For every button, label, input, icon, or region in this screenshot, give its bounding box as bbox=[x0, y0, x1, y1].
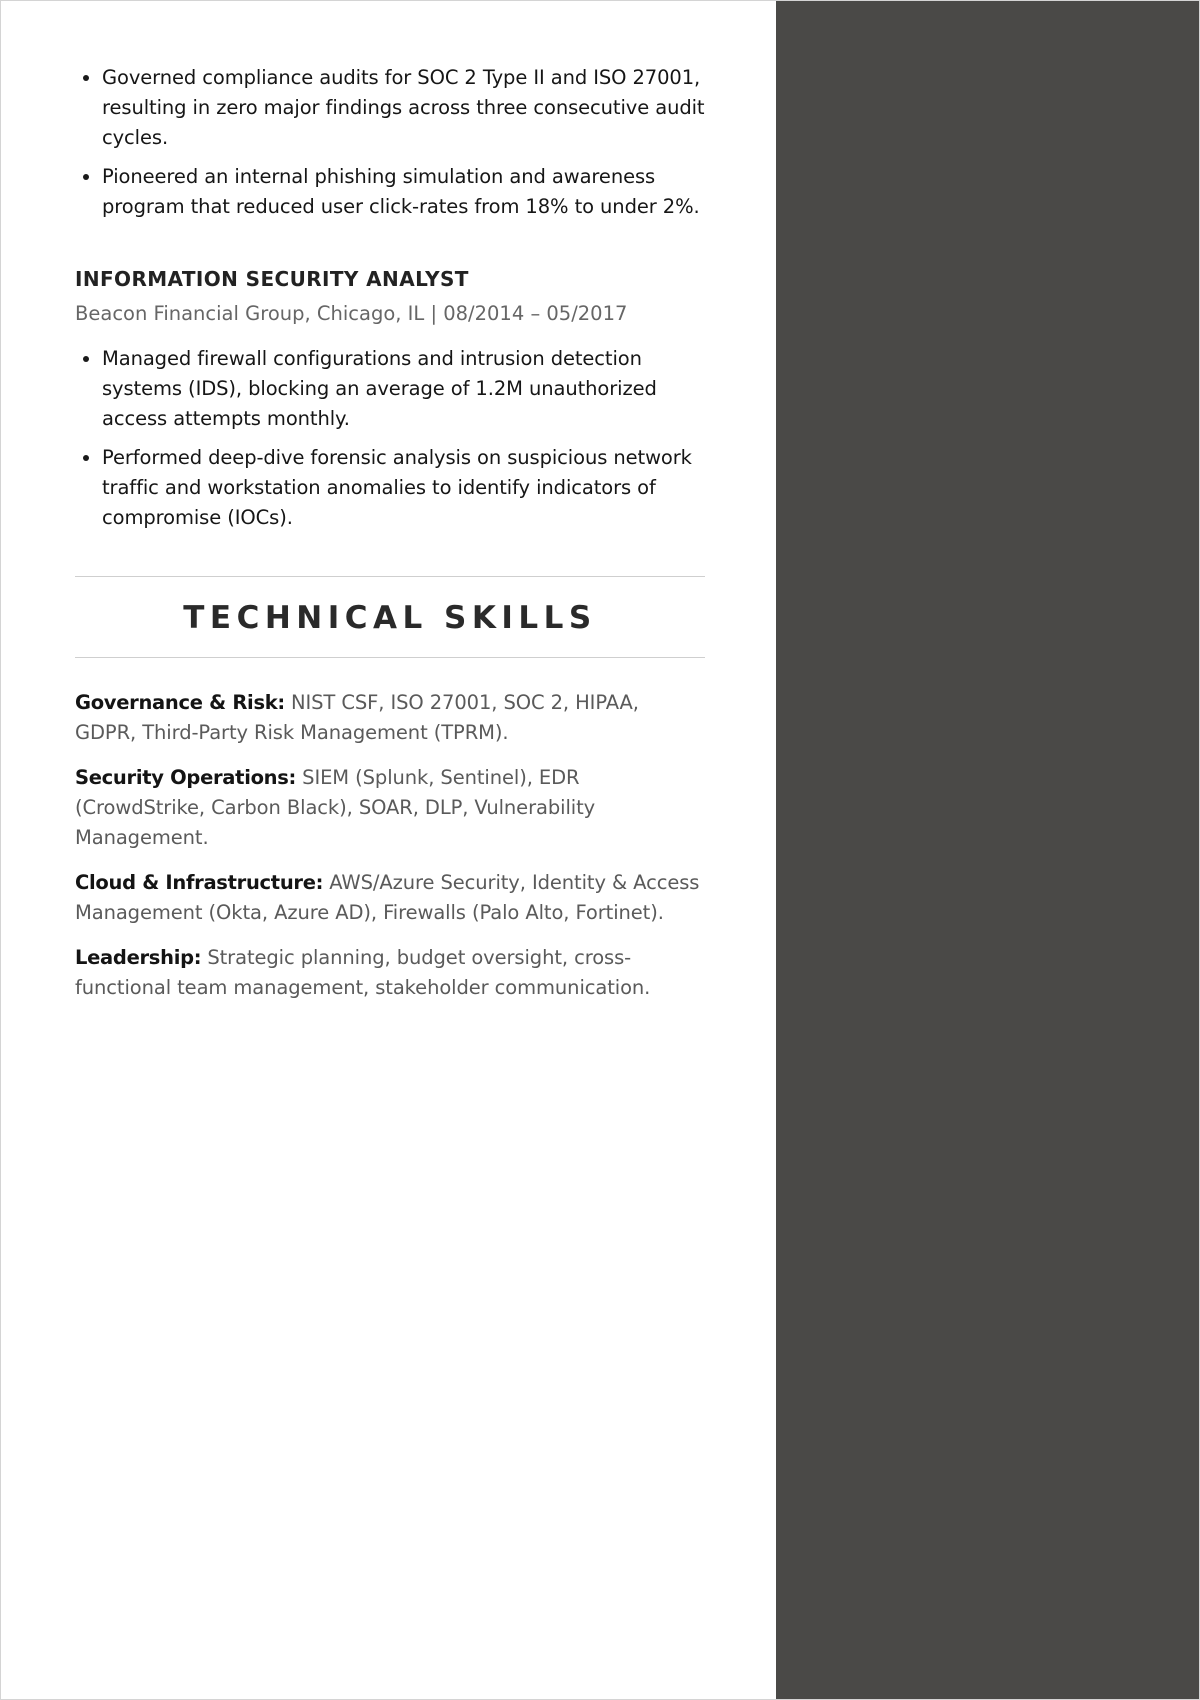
list-item: Governed compliance audits for SOC 2 Type II and ISO 27001, resulting in zero major findings across three consecutive audit cycles. bbox=[102, 63, 705, 153]
main-column bbox=[75, 63, 705, 1018]
previous-role-bullets bbox=[75, 63, 705, 222]
skill-item bbox=[75, 688, 705, 748]
skill-item bbox=[75, 763, 705, 853]
section-title: TECHNICAL SKILLS bbox=[183, 600, 597, 636]
job-title: INFORMATION SECURITY ANALYST bbox=[75, 267, 469, 291]
sidebar-panel bbox=[776, 1, 1200, 1699]
list-item: Pioneered an internal phishing simulation and awareness program that reduced user click-rates from 18% to under 2%. bbox=[102, 162, 705, 222]
job-meta: Beacon Financial Group, Chicago, IL | 08/2014 – 05/2017 bbox=[75, 302, 628, 325]
skill-text: SIEM (Splunk, Sentinel), EDR (CrowdStrike, Carbon Black), SOAR, DLP, Vulnerability Management. bbox=[75, 766, 596, 849]
job-bullets bbox=[75, 344, 705, 533]
list-item: Managed firewall configurations and intrusion detection systems (IDS), blocking an average of 1.2M unauthorized access attempts monthly. bbox=[102, 344, 705, 434]
skills-list bbox=[75, 688, 705, 1003]
skill-label: Governance & Risk: bbox=[75, 691, 285, 714]
skill-label: Cloud & Infrastructure: bbox=[75, 871, 324, 894]
section-divider-bottom bbox=[75, 657, 705, 658]
skill-item bbox=[75, 943, 705, 1003]
skill-text: Strategic planning, budget oversight, cross-functional team management, stakeholder communication. bbox=[75, 946, 651, 999]
skill-label: Security Operations: bbox=[75, 766, 297, 789]
list-item: Performed deep-dive forensic analysis on suspicious network traffic and workstation anomalies to identify indicators of compromise (IOCs). bbox=[102, 443, 705, 533]
skill-text: AWS/Azure Security, Identity & Access Management (Okta, Azure AD), Firewalls (Palo Alto, Fortinet). bbox=[75, 871, 700, 924]
skill-label: Leadership: bbox=[75, 946, 202, 969]
skill-item bbox=[75, 868, 705, 928]
job-entry bbox=[75, 266, 705, 533]
skill-text: NIST CSF, ISO 27001, SOC 2, HIPAA, GDPR, Third-Party Risk Management (TPRM). bbox=[75, 691, 639, 744]
